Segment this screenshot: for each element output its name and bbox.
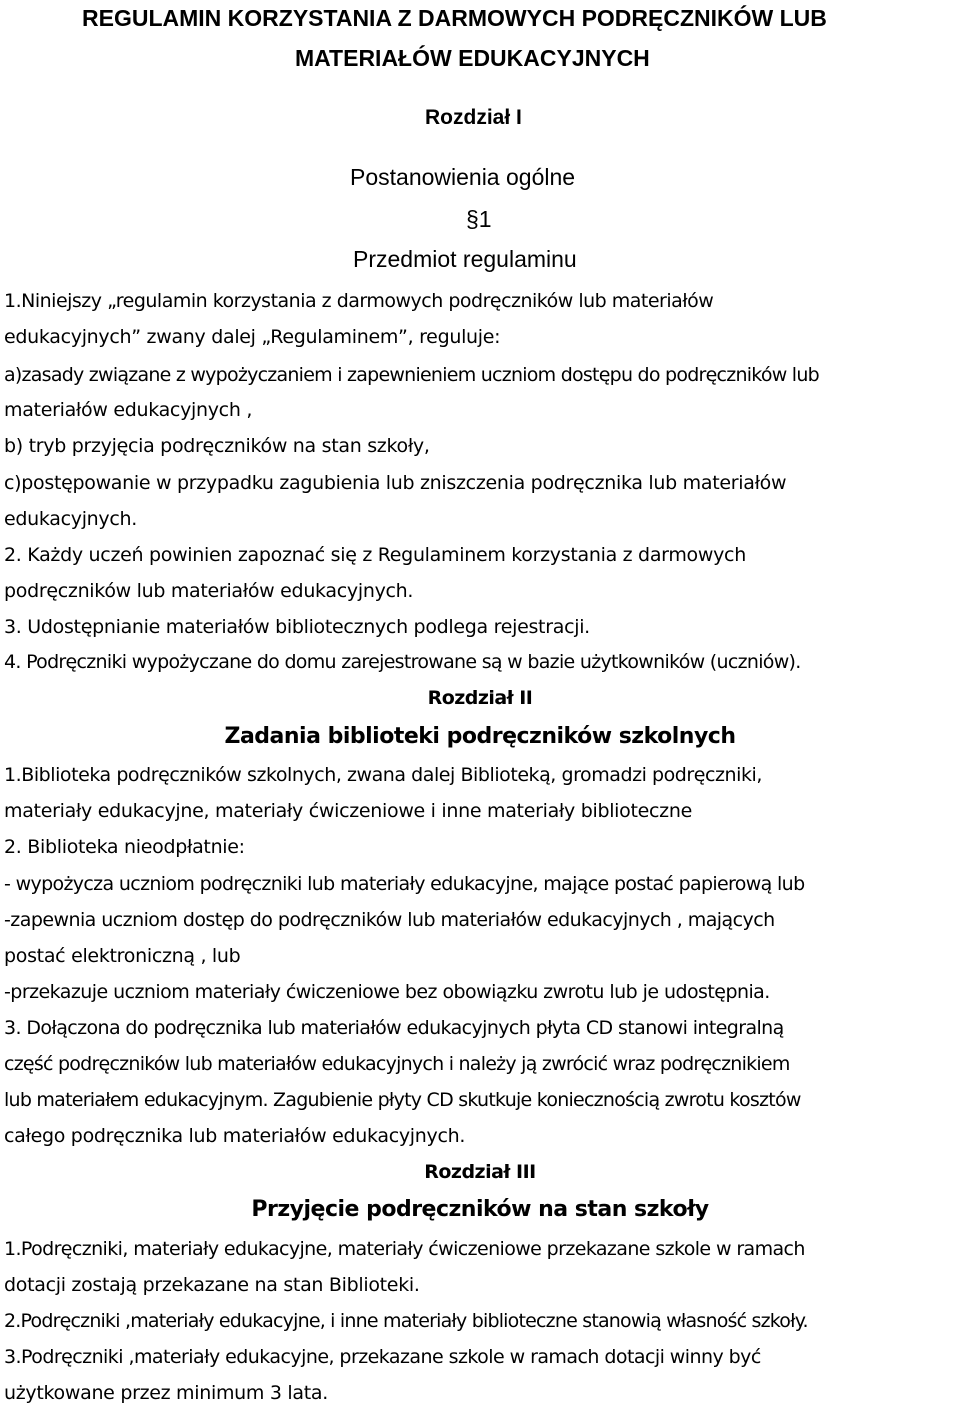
chapter-1-subheading: Postanowienia ogólne [350,164,576,190]
chapter-2-line: -przekazuje uczniom materiały ćwiczeniowe bez obowiązku zwrotu lub je udostępnia. [4,981,770,1003]
chapter-1-line: edukacyjnych” zwany dalej „Regulaminem”, reguluje: [4,326,501,348]
chapter-1-line: c)postępowanie w przypadku zagubienia lub zniszczenia podręcznika lub materiałów [4,472,787,494]
chapter-1-line: podręczników lub materiałów edukacyjnych. [4,580,414,602]
chapter-3-title: Przyjęcie podręczników na stan szkoły [251,1197,709,1222]
chapter-2-line: całego podręcznika lub materiałów edukacyjnych. [4,1125,466,1147]
chapter-3-line: 2.Podręczniki ,materiały edukacyjne, i inne materiały biblioteczne stanowią własność szkoły. [4,1310,808,1332]
chapter-3-line: 1.Podręczniki, materiały edukacyjne, materiały ćwiczeniowe przekazane szkole w ramach [4,1238,805,1260]
chapter-3-line: dotacji zostają przekazane na stan Biblioteki. [4,1274,420,1296]
chapter-2-line: materiały edukacyjne, materiały ćwiczeniowe i inne materiały biblioteczne [4,800,692,822]
chapter-2-line: 3. Dołączona do podręcznika lub materiałów edukacyjnych płyta CD stanowi integralną [4,1017,784,1039]
chapter-3-line: 3.Podręczniki ,materiały edukacyjne, przekazane szkole w ramach dotacji winny być [4,1346,761,1368]
section-title: Przedmiot regulaminu [353,246,577,272]
chapter-1-line: 4. Podręczniki wypożyczane do domu zarejestrowane są w bazie użytkowników (uczniów). [4,651,801,673]
chapter-2-line: część podręczników lub materiałów edukacyjnych i należy ją zwrócić wraz podręcznikiem [4,1053,790,1075]
chapter-1-line: 2. Każdy uczeń powinien zapoznać się z Regulaminem korzystania z darmowych [4,544,746,566]
chapter-2-line: lub materiałem edukacyjnym. Zagubienie płyty CD skutkuje koniecznością zwrotu kosztów [4,1089,801,1111]
chapter-1-heading: Rozdział I [425,106,522,129]
chapter-3-heading: Rozdział III [424,1161,536,1183]
chapter-2-heading: Rozdział II [427,687,533,709]
document-title-line-1: REGULAMIN KORZYSTANIA Z DARMOWYCH PODRĘCZNIKÓW LUB [82,5,827,31]
chapter-3-line: użytkowane przez minimum 3 lata. [4,1382,328,1404]
chapter-2-line: -zapewnia uczniom dostęp do podręczników lub materiałów edukacyjnych , mających [4,909,775,931]
chapter-2-line: 2. Biblioteka nieodpłatnie: [4,836,245,858]
chapter-2-title: Zadania biblioteki podręczników szkolnych [224,724,736,749]
document-title-line-2: MATERIAŁÓW EDUKACYJNYCH [295,45,650,71]
chapter-1-line: a)zasady związane z wypożyczaniem i zapewnieniem uczniom dostępu do podręczników lub [4,364,819,386]
chapter-2-line: 1.Biblioteka podręczników szkolnych, zwana dalej Biblioteką, gromadzi podręczniki, [4,764,762,786]
chapter-1-line: 3. Udostępnianie materiałów bibliotecznych podlega rejestracji. [4,616,590,638]
chapter-1-line: materiałów edukacyjnych , [4,399,253,421]
chapter-1-line: 1.Niniejszy „regulamin korzystania z darmowych podręczników lub materiałów [4,290,714,312]
section-symbol: §1 [466,206,492,232]
chapter-2-line: postać elektroniczną , lub [4,945,241,967]
chapter-1-line: b) tryb przyjęcia podręczników na stan szkoły, [4,435,430,457]
chapter-2-line: - wypożycza uczniom podręczniki lub materiały edukacyjne, mające postać papierową lub [4,873,805,895]
chapter-1-line: edukacyjnych. [4,508,137,530]
